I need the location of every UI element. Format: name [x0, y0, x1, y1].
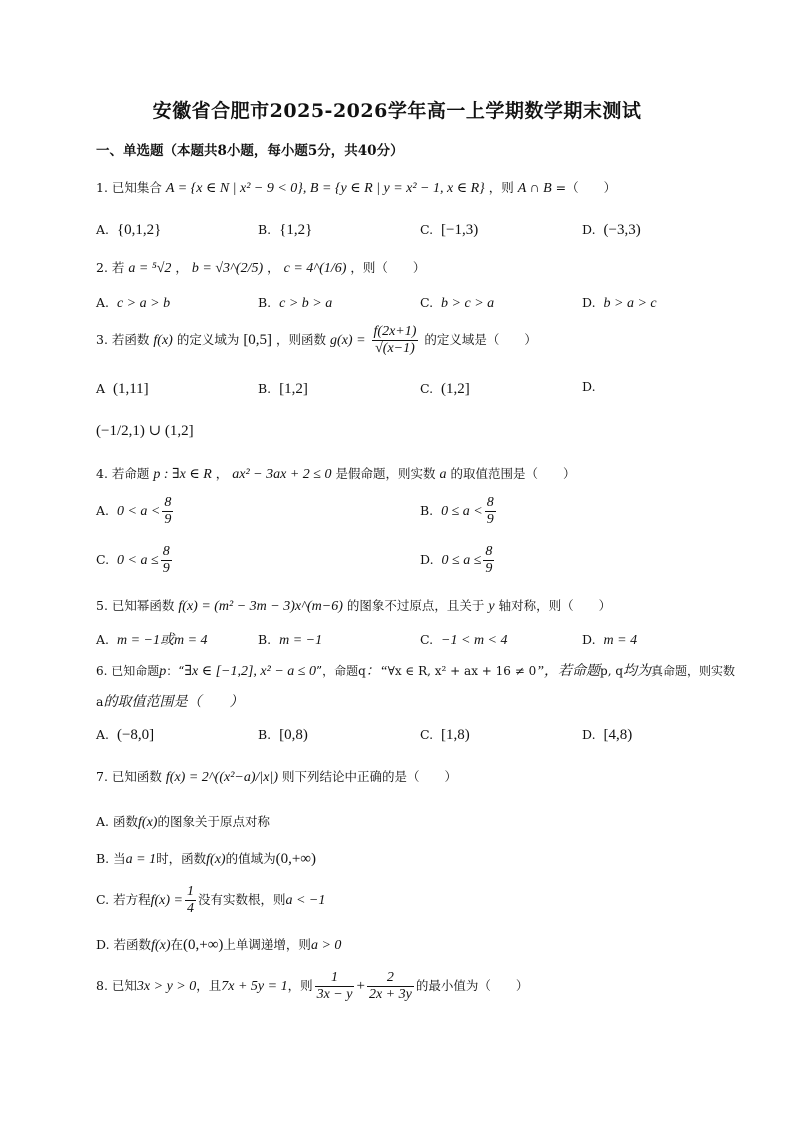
option: C. [−1,3) [420, 222, 479, 238]
question-6: 6. 已知命题p：“∃x ∈ [−1,2], x² − a ≤ 0”，命题q：“∀x ∈ R, x² + ax + 16 ≠ 0”，若命题p, q均为真命题，则实数 [96, 664, 736, 679]
option: A. c > a > b [96, 295, 171, 311]
option: C. b > c > a [420, 295, 495, 311]
option: C. (1,2] [420, 381, 470, 397]
fraction: $\frac{f(2x+1)}{√(x-1)}$ [373, 324, 417, 357]
option: B. 0 ≤ a < $\frac{8}{9}$ [420, 495, 494, 528]
math-expr: A ∩ B [517, 181, 552, 196]
math-expr: ∃x ∈ [−1,2], x² − a ≤ 0 [184, 664, 316, 679]
question-4: 4. 若命题 p : ∃x ∈ R ， ax² − 3ax + 2 ≤ 0 是假命题，则实数 a 的取值范围是（ ） [96, 466, 576, 482]
option: C. 若方程f(x) = $\frac{1}{4}$ 没有实数根，则a < −1 [96, 884, 326, 917]
option: B. 当a = 1时，函数f(x)的值域为(0,+∞) [96, 851, 316, 867]
math-expr: [0,5] [243, 332, 273, 349]
math-expr: b = √3^(2/5) [191, 261, 264, 276]
math-expr: ”，若命题 [536, 664, 601, 679]
option: B. m = −1 [258, 632, 323, 648]
math-expr: 7x + 5y = 1 [221, 979, 288, 995]
option: B. [0,8) [258, 727, 308, 743]
option: C. [1,8) [420, 727, 470, 743]
option-label: D. [582, 379, 596, 394]
option: A. m = −1或m = 4 [96, 632, 208, 648]
math-expr: ax² − 3ax + 2 ≤ 0 [232, 467, 332, 482]
math-expr: a = ⁵√2 [128, 261, 172, 276]
option: C. 0 < a ≤ $\frac{8}{9}$ [96, 544, 170, 577]
question-8: 8. 已知3x > y > 0，且7x + 5y = 1，则 $\frac{1}{3x - y}$ + $\frac{2}{2x + 3y}$ 的最小值为（ ） [96, 970, 529, 1003]
question-7: 7. 已知函数 f(x) = 2^((x²−a)/|x|) 则下列结论中正确的是（ ） [96, 769, 457, 785]
option: D. 若函数f(x)在(0,+∞)上单调递增，则a > 0 [96, 937, 342, 953]
section-heading: 一、单选题（本题共8小题，每小题5分，共40分） [96, 143, 404, 159]
option: A. (−8,0] [96, 727, 155, 743]
fraction: $\frac{1}{3x - y}$ [316, 970, 353, 1003]
page-title: 安徽省合肥市2025-2026学年高一上学期数学期末测试 [152, 100, 642, 122]
fraction: $\frac{2}{2x + 3y}$ [368, 970, 412, 1003]
option: A. {0,1,2} [96, 222, 162, 238]
option: D. m = 4 [582, 632, 638, 648]
option: D. [4,8) [582, 727, 633, 743]
math-expr: 3x > y > 0 [136, 979, 197, 995]
option: (−1/2,1) ∪ (1,2] [96, 423, 194, 439]
question-stem: 1. 已知集合 [96, 180, 162, 195]
option: D. b > a > c [582, 295, 657, 311]
math-expr: g(x) = [330, 333, 366, 349]
math-expr: c = 4^(1/6) [283, 261, 347, 276]
math-expr: f(x) = 2^((x²−a)/|x|) [165, 770, 278, 785]
option: B. [1,2] [258, 381, 308, 397]
option: A. 函数f(x)的图象关于原点对称 [96, 814, 270, 830]
option: D. (−3,3) [582, 222, 641, 238]
option: B. {1,2} [258, 222, 313, 238]
question-6-continued: a的取值范围是（ ） [96, 694, 244, 710]
option: A (1,11] [96, 381, 149, 397]
question-stem: ，则 [488, 180, 514, 195]
question-2: 2. 若 a = ⁵√2 ， b = √3^(2/5) ， c = 4^(1/6) ，则（ ） [96, 260, 426, 276]
math-expr: f(x) = (m² − 3m − 3)x^(m−6) [178, 599, 343, 614]
question-1 [96, 178, 616, 199]
question-5: 5. 已知幂函数 f(x) = (m² − 3m − 3)x^(m−6) 的图象不过原点，且关于 y 轴对称，则（ ） [96, 598, 612, 614]
option: D. 0 ≤ a ≤ $\frac{8}{9}$ [420, 544, 493, 577]
question-stem: =（ ） [555, 180, 617, 195]
math-expr: f(x) [153, 333, 173, 349]
math-expr: p : ∃x ∈ R [153, 467, 212, 482]
option: A. 0 < a < $\frac{8}{9}$ [96, 495, 172, 528]
option: B. c > b > a [258, 295, 333, 311]
question-3: 3. 若函数 f(x) 的定义域为 [0,5] ，则函数 g(x) = $\frac{f(2x+1)}{√(x-1)}$ 的定义域是（ ） [96, 324, 537, 357]
math-expr: A = {x ∈ N | x² − 9 < 0}, B = {y ∈ R | y = x² − 1, x ∈ R} [165, 181, 485, 196]
option: C. −1 < m < 4 [420, 632, 508, 648]
